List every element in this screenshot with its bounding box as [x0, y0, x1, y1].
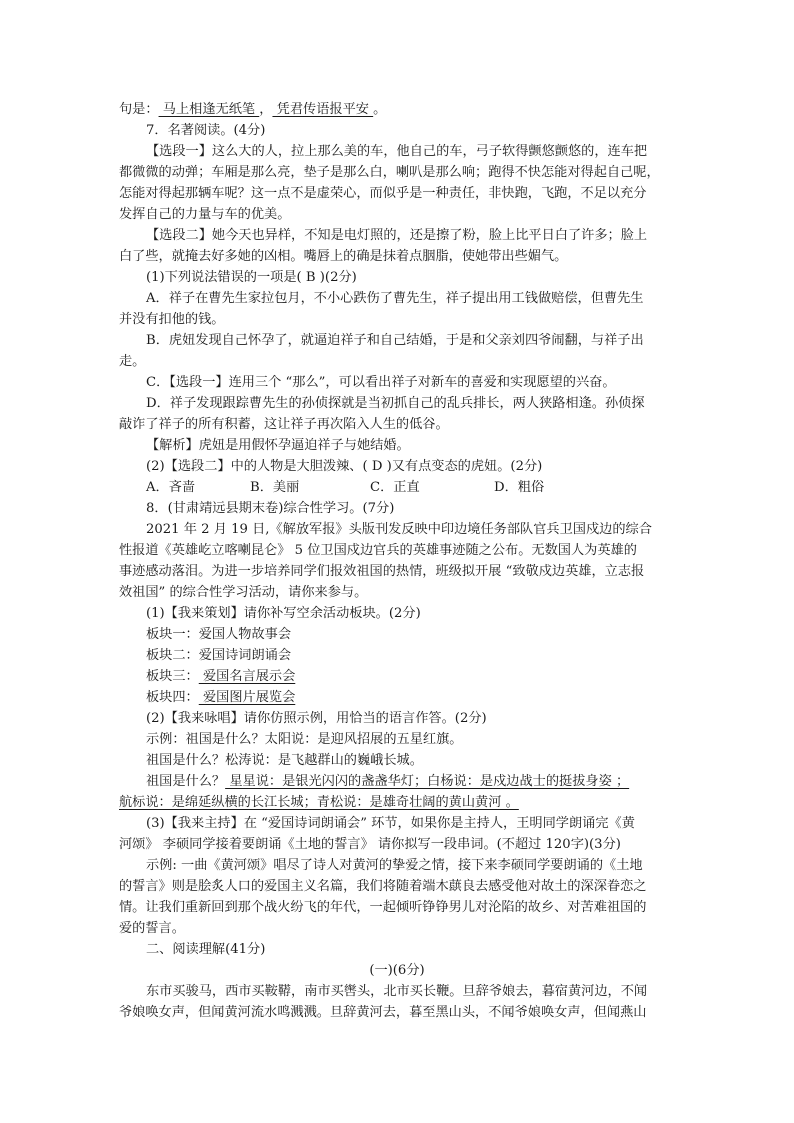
q7-excerpt2-line: 【选段二】她今天也异样，不知是电灯照的，还是擦了粉，脸上比平日白了许多；脸上: [146, 228, 648, 243]
q8-board-4: 板块四： 爱国图片展览会: [146, 690, 296, 705]
q7-excerpt2-line: 白了些，就掩去好多她的凶相。嘴唇上的确是抹着点胭脂，使她带出些媚气。: [119, 249, 568, 264]
q7-sub1-question: (1)下列说法错误的一项是( B )(2分): [146, 270, 357, 285]
q7-analysis: 【解析】虎妞是用假怀孕逼迫祥子与她结婚。: [146, 438, 410, 453]
q7-option-b-cont: 走。: [119, 354, 146, 369]
q8-sub3-example: 情。让我们重新回到那个战火纷飞的年代，一起倾听铮铮男儿对沦陷的故乡、对苦难祖国的: [119, 900, 647, 915]
q7-option-d-cont: 敲诈了祥子的所有积蓄，这让祥子再次陷入人生的低谷。: [119, 417, 449, 432]
q7-sub2-option-a: A．吝啬: [146, 480, 196, 495]
q8-board-1: 板块一：爱国人物故事会: [146, 627, 292, 642]
q8-answer-line: 祖国是什么？ 星星说：是银光闪闪的盏盏华灯；白杨说：是戍边战士的挺拔身姿 ；: [146, 774, 630, 789]
q8-intro-line: 效祖国” 的综合性学习活动，请你来参与。: [119, 585, 368, 600]
section2-part1-title: (一)(6分): [369, 963, 425, 978]
q8-sub3-example: 的誓言》则是脍炙人口的爱国主义名篇，我们将随着端木蕻良去感受他对故土的深深眷恋之: [119, 879, 647, 894]
q6-answer-1: 马上相逢无纸笔: [158, 102, 260, 117]
section2-text-line: 东市买骏马，西市买鞍鞯，南市买辔头，北市买长鞭。旦辞爷娘去，暮宿黄河边，不闻: [146, 984, 648, 999]
q8-example-2: 祖国是什么？松涛说：是飞越群山的巍峨长城。: [146, 753, 423, 768]
q8-board-3: 板块三： 爱国名言展示会: [146, 669, 296, 684]
q8-sub1-prompt: (1)【我来策划】请你补写空余活动板块。(2分): [146, 606, 421, 621]
q7-excerpt1-line: 【选段一】这么大的人，拉上那么美的车，他自己的车，弓子软得颤悠颤悠的，连车把: [146, 144, 648, 159]
q8-sub3-example: 爱的誓言。: [119, 921, 185, 936]
q8-intro-line: 性报道《英雄屹立喀喇昆仑》 5 位卫国戍边官兵的英雄事迹随之公布。无数国人为英雄的: [119, 543, 637, 558]
q7-excerpt1-line: 发挥自己的力量与车的优美。: [119, 207, 291, 222]
q8-board-2: 板块二：爱国诗词朗诵会: [146, 648, 292, 663]
q6-answer-2: 凭君传语报平安: [272, 102, 374, 117]
q7-excerpt1-line: 怎能对得起那辆车呢？这一点不是虚荣心，而似乎是一种责任，非快跑，飞跑，不足以充分: [119, 186, 647, 201]
q8-intro-line: 2021 年 2 月 19 日,《解放军报》头版刊发反映中印边境任务部队官兵卫国戍边的综合: [146, 522, 652, 537]
q8-example-1: 示例：祖国是什么？太阳说：是迎风招展的五星红旗。: [146, 732, 463, 747]
q7-option-c: C．【选段一】连用三个 “那么”，可以看出祥子对新车的喜爱和实现愿望的兴奋。: [146, 375, 616, 390]
q7-option-b: B．虎妞发现自己怀孕了，就逼迫祥子和自己结婚，于是和父亲刘四爷闹翻，与祥子出: [146, 333, 644, 348]
q7-heading: 7．名著阅读。(4分): [146, 123, 266, 138]
q8-sub3-example: 示例: 一曲《黄河颂》唱尽了诗人对黄河的挚爱之情，接下来李硕同学要朗诵的《土地: [146, 858, 643, 873]
q8-answer-1: 星星说：是银光闪闪的盏盏华灯；白杨说：是戍边战士的挺拔身姿 ；: [225, 774, 630, 789]
q7-option-a-cont: 并没有扣他的钱。: [119, 312, 225, 327]
q7-sub2-option-b: B．美丽: [250, 480, 300, 495]
q7-excerpt1-line: 都微微的动弹；车厢是那么亮，垫子是那么白，喇叭是那么响；跑得不快怎能对得起自己呢，: [119, 165, 660, 180]
q8-heading: 8．(甘肃靖远县期末卷)综合性学习。(7分): [146, 501, 395, 516]
q7-sub2-option-c: C．正直: [370, 480, 420, 495]
q8-board-3-answer: 爱国名言展示会: [198, 669, 296, 684]
q8-answer-2: 航标说：是绵延纵横的长江长城；青松说：是雄奇壮阔的黄山黄河 。: [119, 795, 519, 810]
q8-answer-line-2: [119, 793, 679, 813]
q8-board-4-answer: 爱国图片展览会: [198, 690, 296, 705]
q6-answer-line: 句是： 马上相逢无纸笔 ， 凭君传语报平安 。: [119, 102, 387, 117]
section2-text-line: 爷娘唤女声，但闻黄河流水鸣溅溅。旦辞黄河去，暮至黑山头，不闻爷娘唤女声，但闻燕山: [119, 1005, 647, 1020]
q7-option-d: D．祥子发现跟踪曹先生的孙侦探就是当初抓自己的乱兵排长，两人狭路相逢。孙侦探: [146, 396, 645, 411]
q7-option-a: A．祥子在曹先生家拉包月，不小心跌伤了曹先生，祥子提出用工钱做赔偿，但曹先生: [146, 291, 644, 306]
q7-sub2-option-d: D．粗俗: [494, 480, 545, 495]
q7-sub2-question: (2)【选段二】中的人物是大胆泼辣、( D )又有点变态的虎妞。(2分): [146, 459, 543, 474]
q8-sub3-prompt: (3)【我来主持】在 “爱国诗词朗诵会” 环节，如果你是主持人，王明同学朗诵完《黄: [146, 816, 635, 831]
q8-sub3-prompt-cont: 河颂》 李硕同学接着要朗诵《土地的誓言》 请你拟写一段串词。(不超过 120字)(3分): [119, 837, 621, 852]
section2-heading: 二、阅读理解(41分): [146, 942, 266, 957]
q8-intro-line: 事迹感动落泪。为进一步培养同学们报效祖国的热情，班级拟开展 “致敬戍边英雄，立志报: [119, 564, 645, 579]
q8-sub2-prompt: (2)【我来咏唱】请你仿照示例，用恰当的语言作答。(2分): [146, 711, 487, 726]
